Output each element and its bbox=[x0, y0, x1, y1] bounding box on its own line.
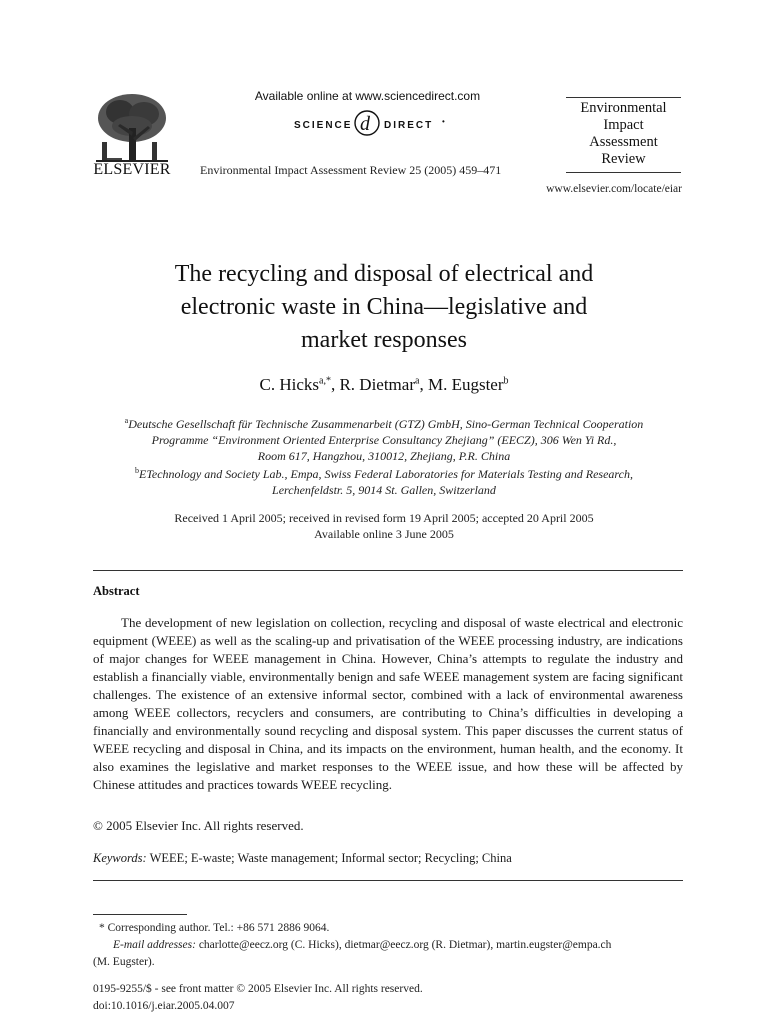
affiliation-line: Room 617, Hangzhou, 310012, Zhejiang, P.R. China bbox=[257, 449, 511, 463]
issn-line: 0195-9255/$ - see front matter © 2005 Elsevier Inc. All rights reserved. bbox=[93, 983, 423, 995]
abstract-body: The development of new legislation on collection, recycling and disposal of waste electrical and electronic equipment (WEEE) as well as the scaling-up and privatisation of the WEEE processing industry, are indications of major changes for WEEE management in China. However, China’s attempts to regulate the industry and establish a financially viable, environmentally benign and safe WEEE management system are facing significant challenges. The existence of an extensive informal sector, combined with a lack of environmental awareness among WEEE collectors, recyclers and consumers, are contributing to China’s difficulties in developing a financially and environmentally sound recycling and disposal system. This paper discusses the current status of WEEE recycling and disposal in China, and its impacts on the environment, human health, and the economy. It also examines the legislative and market responses to the WEEE issue, and how these will be affected by Chinese attitudes and practices towards WEEE recycling. bbox=[93, 615, 683, 792]
abstract-bottom-rule bbox=[93, 880, 683, 881]
email-addresses bbox=[113, 937, 683, 953]
keywords-line bbox=[93, 851, 512, 866]
sciencedirect-left-text: SCIENCE bbox=[294, 120, 353, 131]
affiliation-line: Programme “Environment Oriented Enterprise Consultancy Zhejiang” (EECZ), 306 Wen Yi Rd., bbox=[151, 433, 617, 447]
journal-title-line: Impact bbox=[603, 117, 644, 133]
doi-link[interactable]: doi:10.1016/j.eiar.2005.04.007 bbox=[93, 1000, 235, 1012]
footnote-rule bbox=[93, 914, 187, 915]
journal-title-line: Review bbox=[601, 151, 646, 167]
author-affil-mark[interactable]: b bbox=[503, 375, 509, 387]
journal-title bbox=[566, 100, 681, 168]
author-affil-mark[interactable]: a bbox=[415, 375, 420, 387]
email-label: E-mail addresses: bbox=[113, 939, 196, 951]
affiliation-mark: b bbox=[135, 466, 139, 475]
title-line: market responses bbox=[301, 327, 467, 353]
sciencedirect-dot: • bbox=[442, 117, 445, 126]
abstract-top-rule bbox=[93, 570, 683, 571]
affiliation-line: $^b$ETechnology and Society Lab., Empa, Swiss Federal Laboratories for Materials Testing and Research, bbox=[135, 466, 633, 481]
affiliation-mark: a bbox=[124, 416, 129, 425]
keywords-list: WEEE; E-waste; Waste management; Informal sector; Recycling; China bbox=[149, 851, 512, 865]
journal-title-line: Assessment bbox=[589, 134, 658, 150]
publisher-logo-text: ELSEVIER bbox=[93, 161, 171, 178]
article-title bbox=[100, 258, 668, 357]
available-online-text[interactable]: Available online at www.sciencedirect.com bbox=[254, 89, 481, 103]
author-separator: , bbox=[330, 375, 340, 394]
author-affil-mark[interactable]: a,* bbox=[319, 375, 331, 387]
email-continuation: (M. Eugster). bbox=[93, 956, 155, 968]
corresponding-author-note: * Corresponding author. Tel.: +86 571 2886 9064. bbox=[99, 922, 330, 934]
author-name[interactable]: M. Eugster bbox=[427, 375, 504, 394]
keywords-label: Keywords: bbox=[93, 851, 147, 865]
affiliation-a bbox=[100, 416, 668, 464]
sciencedirect-logo-icon[interactable] bbox=[252, 108, 482, 138]
sciencedirect-d-glyph: d bbox=[360, 113, 370, 135]
article-dates bbox=[100, 510, 668, 542]
affiliation-line: $^a$Deutsche Gesellschaft für Technische Zusammenarbeit (GTZ) GmbH, Sino-German Technical Cooperation bbox=[124, 416, 644, 431]
journal-citation: Environmental Impact Assessment Review 25 (2005) 459–471 bbox=[200, 163, 502, 177]
sciencedirect-right-text: DIRECT bbox=[384, 120, 434, 131]
affiliation-line: Lerchenfeldstr. 5, 9014 St. Gallen, Switzerland bbox=[272, 483, 496, 497]
email-list[interactable]: charlotte@eecz.org (C. Hicks), dietmar@eecz.org (R. Dietmar), martin.eugster@empa.ch bbox=[198, 939, 612, 951]
abstract-heading: Abstract bbox=[93, 584, 140, 598]
online-date: Available online 3 June 2005 bbox=[314, 527, 454, 541]
author-separator: , bbox=[419, 375, 428, 394]
received-dates: Received 1 April 2005; received in revised form 19 April 2005; accepted 20 April 2005 bbox=[174, 511, 594, 525]
author-list bbox=[120, 375, 648, 395]
journal-url-link[interactable]: www.elsevier.com/locate/eiar bbox=[546, 183, 682, 195]
journal-title-line: Environmental bbox=[580, 100, 667, 116]
abstract-copyright: © 2005 Elsevier Inc. All rights reserved. bbox=[93, 818, 304, 833]
title-line: electronic waste in China—legislative and bbox=[180, 294, 588, 320]
author-name[interactable]: C. Hicks bbox=[259, 375, 319, 394]
title-line: The recycling and disposal of electrical and bbox=[174, 261, 594, 287]
author-name[interactable]: R. Dietmar bbox=[339, 375, 415, 394]
affiliation-b bbox=[100, 466, 668, 498]
